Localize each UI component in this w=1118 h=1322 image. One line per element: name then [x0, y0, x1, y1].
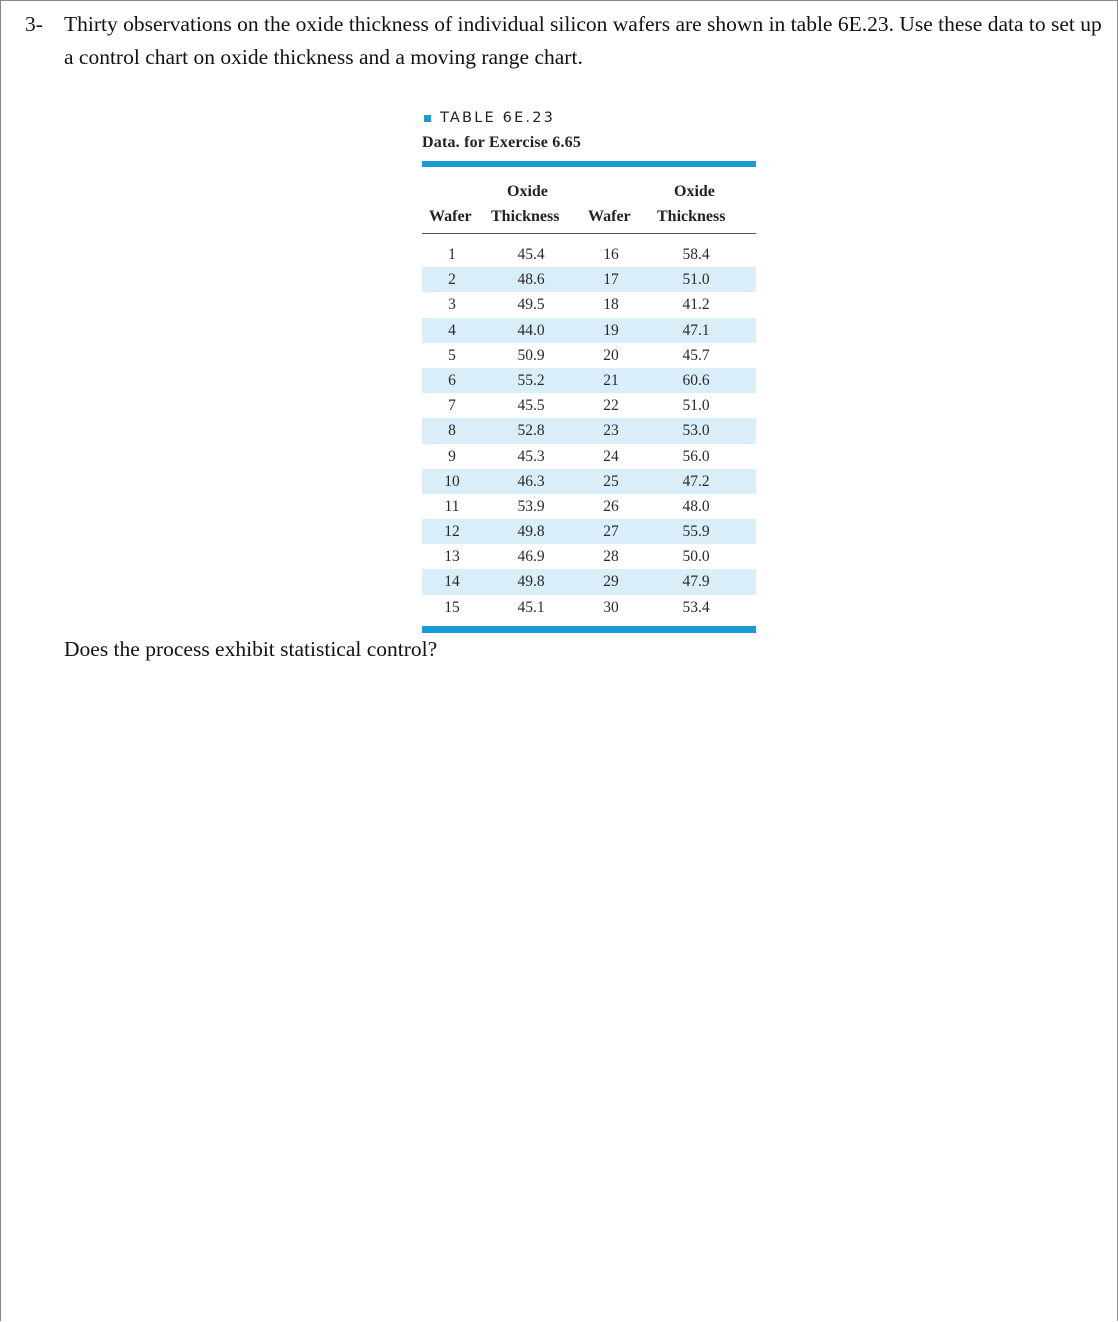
table-caption — [422, 108, 756, 128]
wafer-cell: 9 — [448, 447, 456, 465]
wafer-cell: 16 — [603, 246, 619, 263]
table-bottom-rule — [422, 626, 756, 633]
table-row — [422, 343, 756, 368]
square-bullet-icon — [424, 115, 431, 122]
table-row — [422, 544, 756, 569]
thickness-cell: 53.9 — [517, 497, 545, 515]
thickness-cell: 52.8 — [517, 422, 545, 440]
thickness-cell: 50.0 — [682, 548, 710, 566]
wafer-cell: 3 — [448, 296, 456, 314]
thickness-cell: 47.2 — [682, 472, 710, 490]
thickness-cell: 46.3 — [517, 472, 545, 490]
wafer-cell: 8 — [448, 422, 456, 440]
thickness-cell: 55.2 — [517, 371, 545, 389]
thickness-cell: 51.0 — [682, 271, 710, 289]
table-row — [422, 418, 756, 443]
thickness-cell: 53.0 — [682, 422, 710, 440]
table-subcaption: Data. for Exercise 6.65 — [422, 134, 582, 151]
table-row — [422, 519, 756, 544]
table-row — [422, 318, 756, 343]
table-header — [422, 167, 756, 233]
thickness-cell: 55.9 — [682, 523, 710, 541]
thickness-cell: 45.5 — [517, 397, 545, 415]
table-row — [422, 393, 756, 418]
wafer-cell: 10 — [444, 472, 460, 490]
wafer-cell: 15 — [444, 598, 460, 616]
header-wafer-2: Wafer — [588, 208, 631, 225]
thickness-cell: 49.5 — [517, 296, 545, 314]
wafer-cell: 2 — [448, 271, 456, 289]
wafer-cell: 23 — [603, 422, 619, 440]
wafer-cell: 24 — [603, 447, 619, 465]
thickness-cell: 51.0 — [682, 397, 710, 415]
thickness-cell: 56.0 — [682, 447, 710, 465]
header-thickness-1: Thickness — [491, 208, 560, 225]
table-body — [422, 242, 756, 620]
wafer-cell: 14 — [444, 573, 460, 591]
wafer-cell: 1 — [448, 246, 456, 263]
thickness-cell: 60.6 — [682, 371, 710, 389]
wafer-cell: 28 — [603, 548, 619, 566]
thickness-cell: 45.7 — [682, 346, 710, 364]
table-row — [422, 368, 756, 393]
header-thickness-2: Thickness — [657, 208, 726, 225]
wafer-cell: 25 — [603, 472, 619, 490]
problem-statement — [25, 8, 1105, 74]
wafer-cell: 22 — [603, 397, 619, 415]
thickness-cell: 44.0 — [517, 321, 545, 339]
table-row — [422, 292, 756, 317]
thickness-cell: 53.4 — [682, 598, 710, 616]
table-row — [422, 494, 756, 519]
thickness-cell: 41.2 — [682, 296, 710, 314]
header-wafer-1: Wafer — [429, 208, 472, 225]
thickness-cell: 47.1 — [682, 321, 710, 339]
table-caption-text: TABLE 6E.23 — [440, 110, 556, 126]
data-table — [422, 108, 756, 633]
wafer-cell: 30 — [603, 598, 619, 616]
thickness-cell: 48.0 — [682, 497, 710, 515]
thickness-cell: 49.8 — [517, 573, 545, 591]
table-header-rule — [422, 233, 756, 234]
wafer-cell: 17 — [603, 271, 619, 289]
table-row — [422, 469, 756, 494]
wafer-cell: 18 — [603, 296, 619, 314]
thickness-cell: 45.1 — [517, 598, 545, 616]
header-oxide-2: Oxide — [674, 183, 715, 200]
table-row — [422, 569, 756, 594]
wafer-cell: 6 — [448, 371, 456, 389]
problem-number: 3- — [25, 12, 43, 36]
thickness-cell: 45.3 — [517, 447, 545, 465]
wafer-cell: 21 — [603, 371, 619, 389]
wafer-cell: 13 — [444, 548, 460, 566]
wafer-cell: 12 — [444, 523, 460, 541]
question-text: Does the process exhibit statistical control? — [64, 637, 438, 661]
thickness-cell: 47.9 — [682, 573, 710, 591]
thickness-cell: 48.6 — [517, 271, 545, 289]
thickness-cell: 46.9 — [517, 548, 545, 566]
table-row — [422, 444, 756, 469]
wafer-cell: 5 — [448, 346, 456, 364]
wafer-cell: 29 — [603, 573, 619, 591]
wafer-cell: 20 — [603, 346, 619, 364]
table-row — [422, 242, 756, 267]
wafer-cell: 11 — [444, 497, 460, 515]
header-oxide-1: Oxide — [507, 183, 548, 200]
thickness-cell: 50.9 — [517, 346, 545, 364]
thickness-cell: 58.4 — [682, 246, 710, 263]
table-row — [422, 267, 756, 292]
wafer-cell: 7 — [448, 397, 456, 415]
wafer-cell: 26 — [603, 497, 619, 515]
wafer-cell: 19 — [603, 321, 619, 339]
problem-text: Thirty observations on the oxide thickness of individual silicon wafers are shown in table 6E.23. Use these data to set up a control chart on oxide thickness and a moving range chart. — [64, 12, 1102, 69]
wafer-cell: 4 — [448, 321, 456, 339]
thickness-cell: 45.4 — [517, 246, 545, 263]
table-row — [422, 595, 756, 620]
thickness-cell: 49.8 — [517, 523, 545, 541]
wafer-cell: 27 — [603, 523, 619, 541]
